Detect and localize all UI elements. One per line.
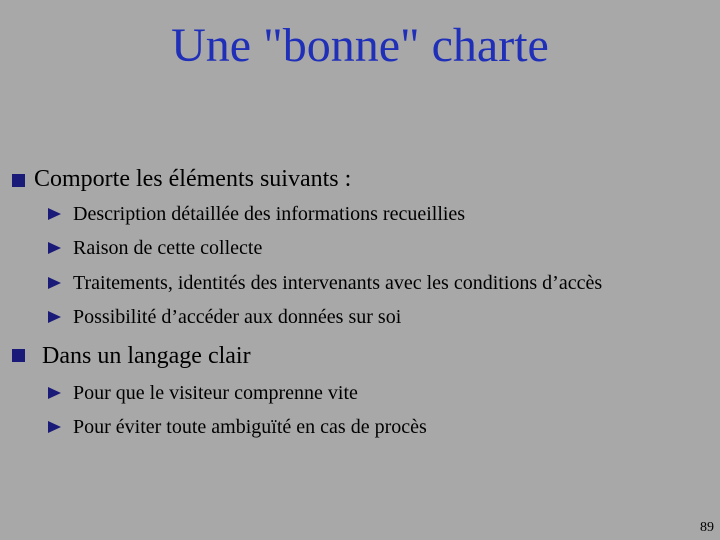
triangle-bullet-icon bbox=[48, 277, 61, 289]
page-number: 89 bbox=[700, 520, 714, 535]
triangle-bullet-icon bbox=[48, 311, 61, 323]
sub-bullet-2-2: Pour éviter toute ambiguïté en cas de procès bbox=[73, 416, 427, 438]
slide-title: Une "bonne" charte bbox=[171, 19, 549, 72]
sub-bullet-1-4: Possibilité d’accéder aux données sur soi bbox=[73, 306, 402, 328]
triangle-bullet-icon bbox=[48, 208, 61, 220]
sub-bullet-1-3: Traitements, identités des intervenants avec les conditions d’accès bbox=[73, 272, 603, 294]
triangle-bullet-icon bbox=[48, 421, 61, 433]
sub-bullet-2-1: Pour que le visiteur comprenne vite bbox=[73, 382, 358, 404]
sub-bullet-1-1: Description détaillée des informations recueillies bbox=[73, 203, 466, 225]
square-bullet-icon bbox=[12, 349, 25, 362]
sub-bullet-1-2: Raison de cette collecte bbox=[73, 237, 263, 259]
triangle-bullet-icon bbox=[48, 242, 61, 254]
triangle-bullet-icon bbox=[48, 387, 61, 399]
bullet-1: Comporte les éléments suivants : bbox=[34, 166, 352, 192]
bullet-2: Dans un langage clair bbox=[42, 343, 251, 369]
square-bullet-icon bbox=[12, 174, 25, 187]
